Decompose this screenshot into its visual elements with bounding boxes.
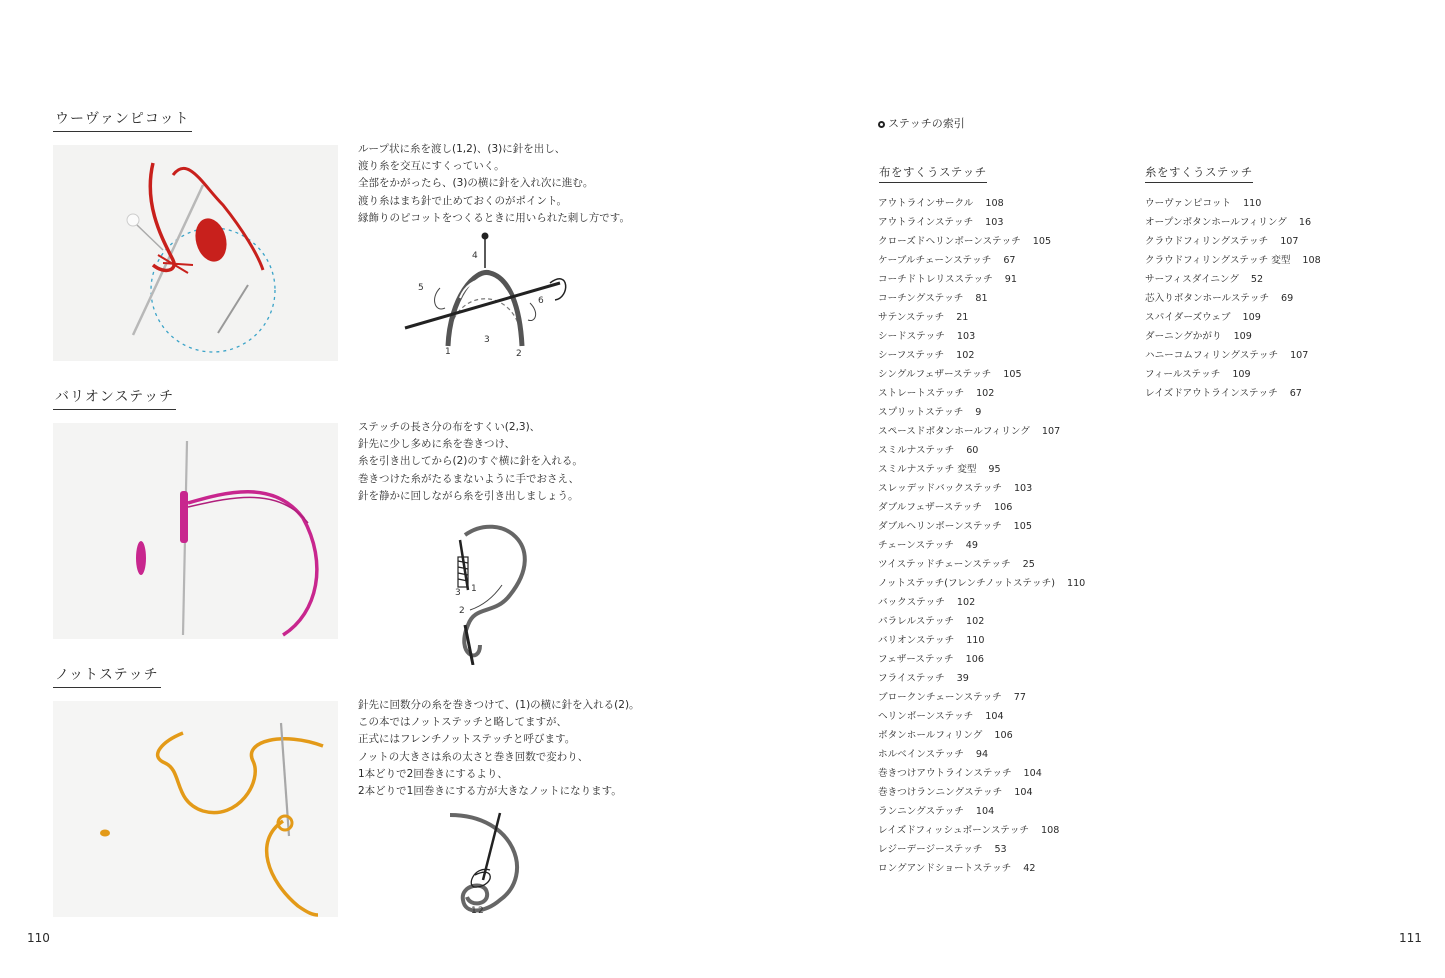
index-entry-name: シングルフェザーステッチ: [878, 369, 992, 380]
index-column-title-thread: 糸をすくうステッチ: [1145, 164, 1253, 183]
index-entry: [878, 574, 1085, 593]
index-entry: [878, 441, 1085, 460]
description-line: 縁飾りのピコットをつくるときに用いられた刺し方です。: [358, 211, 630, 224]
index-entry: [878, 707, 1085, 726]
index-entry: [1145, 194, 1321, 213]
index-entry: [878, 346, 1085, 365]
index-entry-page: 25: [1022, 559, 1035, 570]
index-entry-name: シードステッチ: [878, 331, 945, 342]
index-entry-page: 106: [965, 654, 984, 665]
index-entry: [878, 821, 1085, 840]
index-entry-page: 103: [985, 217, 1004, 228]
index-entry: [1145, 213, 1321, 232]
index-entry: [878, 669, 1085, 688]
index-entry-page: 102: [976, 388, 995, 399]
index-entry-name: サテンステッチ: [878, 312, 945, 323]
index-entry-name: レイズドアウトラインステッチ: [1145, 388, 1278, 399]
index-entry: [878, 802, 1085, 821]
index-entry: [878, 308, 1085, 327]
index-entry-name: ボタンホールフィリング: [878, 730, 983, 741]
index-entry-name: スミルナステッチ: [878, 445, 955, 456]
index-column-title-fabric: 布をすくうステッチ: [879, 164, 987, 183]
index-entry-page: 108: [1041, 825, 1060, 836]
description-wuvan-picot: [358, 141, 630, 227]
index-entry-name: アウトラインステッチ: [878, 217, 974, 228]
diagram-label: 2: [516, 349, 522, 359]
index-entry: [1145, 289, 1321, 308]
index-entry-name: 巻きつけランニングステッチ: [878, 787, 1003, 798]
index-entry: [878, 232, 1085, 251]
diagram-bullion-stitch: [440, 515, 540, 665]
index-entry-name: スペースドボタンホールフィリング: [878, 426, 1030, 437]
index-entry: [1145, 308, 1321, 327]
index-entry: [878, 612, 1085, 631]
index-entry-page: 67: [1003, 255, 1016, 266]
index-entry-page: 107: [1290, 350, 1309, 361]
diagram-label: 5: [418, 283, 424, 293]
section-title-knot-stitch: ノットステッチ: [53, 664, 161, 688]
diagram-label: 1: [471, 906, 477, 916]
index-entry-page: 91: [1004, 274, 1017, 285]
index-entry-name: スミルナステッチ 変型: [878, 464, 977, 475]
index-entry: [878, 384, 1085, 403]
index-entry-page: 69: [1281, 293, 1294, 304]
index-entry-page: 102: [956, 597, 976, 608]
diagram-label: 1: [445, 347, 451, 357]
index-entry-name: ハニーコムフィリングステッチ: [1145, 350, 1279, 361]
index-entry-name: フライステッチ: [878, 673, 945, 684]
index-entry-page: 95: [988, 464, 1001, 475]
index-entry-name: ブロークンチェーンステッチ: [878, 692, 1002, 703]
index-entry-page: 67: [1289, 388, 1302, 399]
index-entry: [878, 859, 1085, 878]
page-number-left: 110: [27, 931, 50, 945]
diagram-label: 1: [471, 584, 477, 594]
description-line: 2本どりで1回巻きにする方が大きなノットになります。: [358, 785, 622, 798]
index-entry: [878, 213, 1085, 232]
index-entry-page: 108: [1302, 255, 1321, 266]
index-entry-page: 107: [1280, 236, 1299, 247]
description-line: 渡り糸はまち針で止めておくのがポイント。: [358, 194, 568, 207]
photo-wuvan-picot: [53, 145, 338, 361]
index-entry-page: 42: [1023, 863, 1036, 874]
diagram-label: 2: [459, 606, 465, 616]
index-heading: [878, 115, 965, 131]
index-entry-page: 109: [1233, 331, 1252, 342]
index-entry-name: ストレートステッチ: [878, 388, 965, 399]
index-entry-name: 芯入りボタンホールステッチ: [1145, 293, 1270, 304]
index-entry: [878, 327, 1085, 346]
index-entry: [1145, 251, 1321, 270]
index-entry-name: ダブルヘリンボーンステッチ: [878, 521, 1002, 532]
description-line: ステッチの長さ分の布をすくい(2,3)、: [358, 421, 541, 433]
index-entry-name: ウーヴァンピコット: [1145, 198, 1232, 209]
photo-bullion-stitch: [53, 423, 338, 639]
index-entry: [878, 270, 1085, 289]
index-entry: [878, 764, 1085, 783]
description-line: 渡り糸を交互にすくっていく。: [358, 160, 505, 173]
section-title-bullion-stitch: バリオンステッチ: [53, 386, 176, 410]
description-line: 針先に回数分の糸を巻きつけて、(1)の横に針を入れる(2)。: [358, 699, 640, 711]
index-entry: [878, 251, 1085, 270]
index-entry-name: オープンボタンホールフィリング: [1145, 217, 1287, 228]
index-entry: [878, 840, 1085, 859]
index-entry-name: シーフステッチ: [878, 350, 945, 361]
index-entry-name: クラウドフィリングステッチ 変型: [1145, 255, 1291, 266]
index-entry-page: 104: [1014, 787, 1033, 798]
index-entry-name: サーフィスダイニング: [1145, 274, 1239, 285]
index-entry-name: レジーデージーステッチ: [878, 844, 983, 855]
description-knot-stitch: [358, 697, 640, 800]
index-entry: [878, 365, 1085, 384]
index-entry-name: ノットステッチ(フレンチノットステッチ): [878, 578, 1055, 589]
index-entry-page: 110: [1243, 198, 1262, 209]
index-entry-name: ヘリンボーンステッチ: [878, 711, 974, 722]
index-entry: [1145, 384, 1321, 403]
index-entry-page: 9: [975, 407, 982, 418]
index-entry-name: ランニングステッチ: [878, 806, 964, 817]
description-line: この本ではノットステッチと略してますが、: [358, 716, 567, 729]
index-entry-page: 16: [1298, 217, 1312, 228]
index-entry: [1145, 365, 1321, 384]
index-entry-name: スプリットステッチ: [878, 407, 964, 418]
index-entry-page: 104: [1023, 768, 1042, 779]
index-entry-name: クラウドフィリングステッチ: [1145, 236, 1269, 247]
index-entry-name: アウトラインサークル: [878, 198, 974, 209]
bullet-circle-icon: [878, 121, 885, 128]
diagram-label: 2: [478, 906, 484, 916]
index-entry: [878, 194, 1085, 213]
index-entry: [878, 726, 1085, 745]
description-line: 全部をかがったら、(3)の横に針を入れ次に進む。: [358, 177, 594, 190]
index-entry: [878, 745, 1085, 764]
index-list-thread: [1145, 194, 1321, 403]
index-entry-page: 49: [965, 540, 979, 551]
index-entry-name: ホルベインステッチ: [878, 749, 964, 760]
index-entry-page: 103: [1013, 483, 1033, 494]
index-entry-page: 102: [956, 350, 975, 361]
index-entry: [1145, 270, 1321, 289]
index-entry-page: 102: [966, 616, 985, 627]
index-entry-name: ダブルフェザーステッチ: [878, 502, 982, 513]
index-entry-page: 53: [994, 844, 1007, 855]
index-entry-page: 108: [985, 198, 1004, 209]
diagram-label: 3: [484, 335, 490, 345]
index-entry: [878, 498, 1085, 517]
photo-knot-stitch: [53, 701, 338, 917]
index-entry-name: フェザーステッチ: [878, 654, 954, 665]
index-heading-text: ステッチの索引: [888, 117, 965, 130]
index-entry: [878, 289, 1085, 308]
index-entry-page: 60: [966, 445, 979, 456]
index-entry-page: 110: [1066, 578, 1086, 589]
index-entry-name: フィールステッチ: [1145, 369, 1221, 380]
index-entry-page: 109: [1232, 369, 1251, 380]
index-entry: [1145, 232, 1321, 251]
index-entry-page: 81: [975, 293, 988, 304]
index-entry-page: 105: [1013, 521, 1032, 532]
diagram-label: 6: [538, 296, 544, 306]
index-entry-name: スパイダーズウェブ: [1145, 312, 1231, 323]
index-entry-name: コーチングステッチ: [878, 293, 964, 304]
description-line: ループ状に糸を渡し(1,2)、(3)に針を出し、: [358, 143, 566, 155]
description-line: ノットの大きさは糸の太さと巻き回数で変わり、: [358, 750, 589, 763]
description-line: 針先に少し多めに糸を巻きつけ、: [358, 438, 516, 451]
index-entry: [878, 555, 1085, 574]
index-entry: [878, 517, 1085, 536]
index-entry-name: ツイステッドチェーンステッチ: [878, 559, 1011, 570]
index-list-fabric: [878, 194, 1085, 878]
index-entry-name: ダーニングかがり: [1145, 331, 1222, 342]
index-entry-page: 103: [956, 331, 976, 342]
index-entry: [878, 688, 1085, 707]
index-entry-page: 106: [994, 730, 1013, 741]
index-entry-name: パラレルステッチ: [878, 616, 955, 627]
index-entry-page: 94: [975, 749, 989, 760]
index-entry: [878, 593, 1085, 612]
description-line: 正式にはフレンチノットステッチと呼びます。: [358, 733, 576, 746]
index-entry-name: ロングアンドショートステッチ: [878, 863, 1012, 874]
index-entry-page: 106: [994, 502, 1013, 513]
index-entry-page: 77: [1013, 692, 1026, 703]
index-entry: [878, 650, 1085, 669]
index-entry-name: クローズドヘリンボーンステッチ: [878, 236, 1021, 247]
page-number-right: 111: [1399, 931, 1422, 945]
description-line: 1本どりで2回巻きにするより、: [358, 767, 508, 780]
index-entry-page: 52: [1250, 274, 1264, 285]
index-entry-page: 110: [966, 635, 985, 646]
section-title-wuvan-picot: ウーヴァンピコット: [53, 108, 192, 132]
description-line: 糸を引き出してから(2)のすぐ横に針を入れる。: [358, 455, 583, 468]
index-entry-name: レイズドフィッシュボーンステッチ: [878, 825, 1030, 836]
index-entry: [878, 536, 1085, 555]
index-entry-name: ケーブルチェーンステッチ: [878, 255, 992, 266]
diagram-label: 4: [472, 251, 478, 261]
index-entry-page: 104: [975, 806, 995, 817]
index-entry-page: 104: [985, 711, 1004, 722]
index-entry-name: バックステッチ: [878, 597, 945, 608]
index-entry: [878, 783, 1085, 802]
index-entry: [1145, 327, 1321, 346]
diagram-wuvan-picot: [400, 228, 580, 363]
index-entry: [878, 460, 1085, 479]
index-entry: [878, 403, 1085, 422]
description-line: 巻きつけた糸がたるまないように手でおさえ、: [358, 472, 580, 485]
index-entry-page: 107: [1041, 426, 1061, 437]
index-entry-name: 巻きつけアウトラインステッチ: [878, 768, 1012, 779]
index-entry: [1145, 346, 1321, 365]
index-entry: [878, 631, 1085, 650]
diagram-label: 3: [455, 588, 461, 598]
index-entry-page: 105: [1003, 369, 1022, 380]
index-entry-name: コーチドトレリスステッチ: [878, 274, 993, 285]
index-entry-page: 21: [956, 312, 969, 323]
index-entry-name: チェーンステッチ: [878, 540, 954, 551]
index-entry-page: 39: [956, 673, 969, 684]
description-line: 針を静かに回しながら糸を引き出しましょう。: [358, 489, 579, 502]
index-entry-name: スレッデッドバックステッチ: [878, 483, 1002, 494]
diagram-knot-stitch: [445, 805, 535, 920]
index-entry: [878, 422, 1085, 441]
index-entry-name: バリオンステッチ: [878, 635, 955, 646]
index-entry-page: 109: [1242, 312, 1261, 323]
index-entry-page: 105: [1032, 236, 1052, 247]
description-bullion-stitch: [358, 419, 583, 505]
index-entry: [878, 479, 1085, 498]
